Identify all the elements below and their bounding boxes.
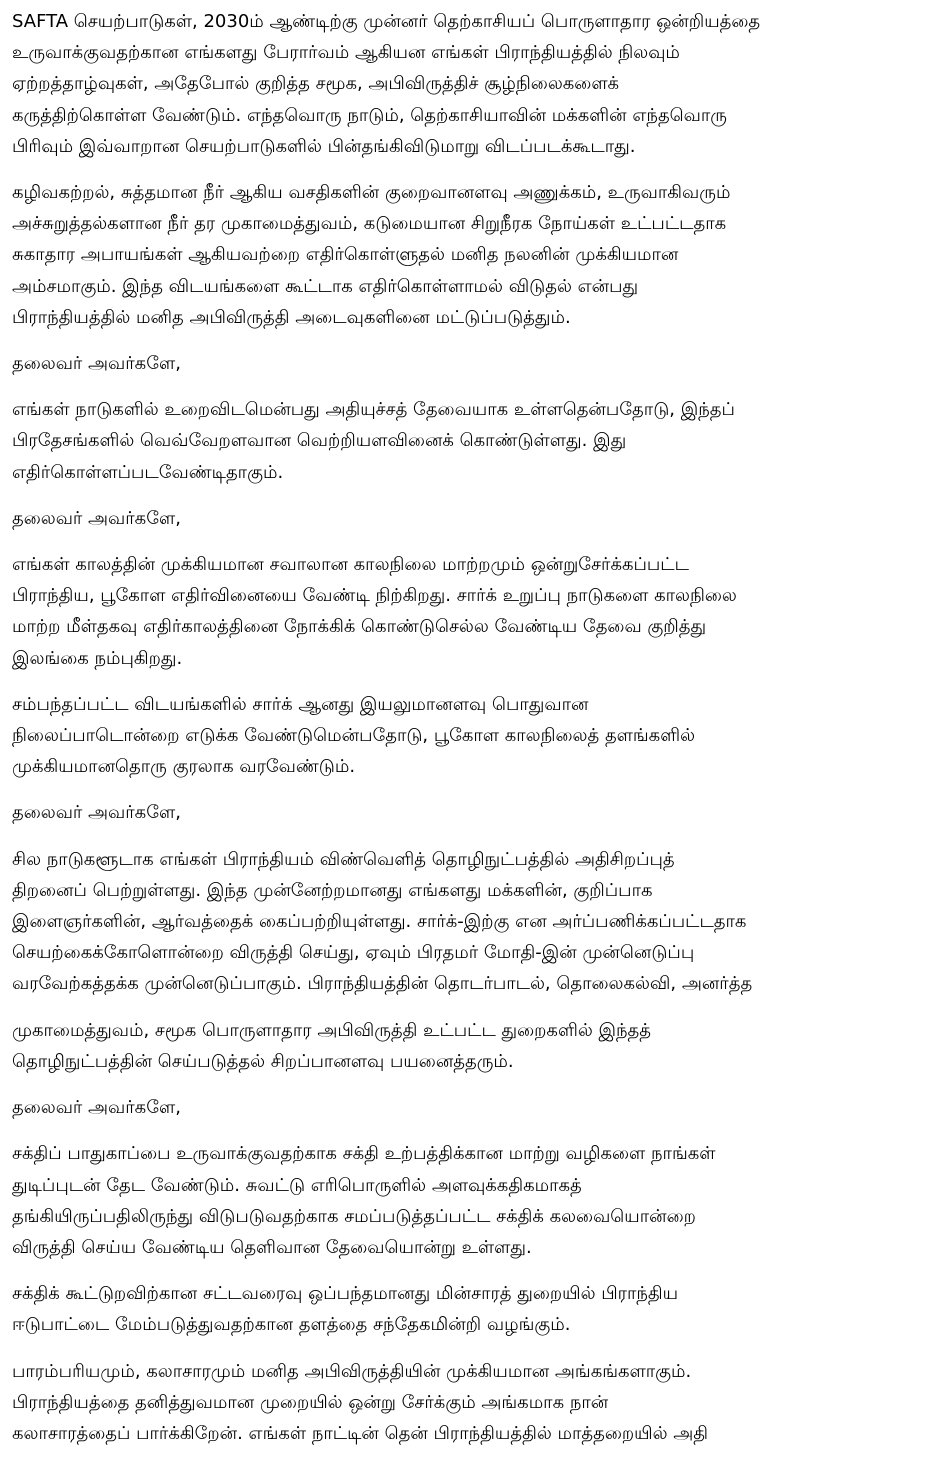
document-body — [12, 6, 943, 1449]
text-line: பாரம்பரியமும், கலாசாரமும் மனித அபிவிருத்தியின் முக்கியமான அங்கங்களாகும். — [12, 1360, 692, 1382]
paragraph — [12, 394, 943, 488]
text-line: பிராந்தியத்தை தனித்துவமான முறையில் ஒன்று சேர்க்கும் அங்கமாக நான் — [12, 1391, 609, 1413]
text-line: ஈடுபாட்டை மேம்படுத்துவதற்கான தளத்தை சந்தேகமின்றி வழங்கும். — [12, 1314, 571, 1336]
paragraph — [12, 6, 943, 162]
address-line — [12, 797, 943, 828]
text-line: எங்கள் நாடுகளில் உறைவிடமென்பது அதியுச்சத் தேவையாக உள்ளதென்பதோடு, இந்தப் — [12, 399, 735, 421]
paragraph — [12, 1015, 943, 1077]
text-line: ஏற்றத்தாழ்வுகள், அதேபோல் குறித்த சமூக, அபிவிருத்திச் சூழ்நிலைகளைக் — [12, 73, 620, 95]
text-line: சக்திப் பாதுகாப்பை உருவாக்குவதற்காக சக்தி உற்பத்திக்கான மாற்று வழிகளை நாங்கள் — [12, 1143, 716, 1165]
paragraph — [12, 1138, 943, 1263]
text-line: செயற்கைக்கோளொன்றை விருத்தி செய்து, ஏவும் பிரதமர் மோதி-இன் முன்னெடுப்பு — [12, 942, 695, 964]
text-line: எதிர்கொள்ளப்படவேண்டிதாகும். — [12, 461, 284, 483]
text-line: கழிவகற்றல், சுத்தமான நீர் ஆகிய வசதிகளின் குறைவானளவு அணுக்கம், உருவாகிவரும் — [12, 182, 731, 204]
text-line: கலாசாரத்தைப் பார்க்கிறேன். எங்கள் நாட்டின் தென் பிராந்தியத்தில் மாத்தறையில் அதி — [12, 1422, 709, 1444]
text-line: சில நாடுகளூடாக எங்கள் பிராந்தியம் விண்வெளித் தொழிநுட்பத்தில் அதிசிறப்புத் — [12, 848, 675, 870]
text-line: மாற்ற மீள்தகவு எதிர்காலத்தினை நோக்கிக் கொண்டுசெல்ல வேண்டிய தேவை குறித்து — [12, 616, 707, 638]
text-line: அச்சுறுத்தல்களான நீர் தர முகாமைத்துவம், கடுமையான சிறுநீரக நோய்கள் உட்பட்டதாக — [12, 213, 727, 235]
text-line: முகாமைத்துவம், சமூக பொருளாதார அபிவிருத்தி உட்பட்ட துறைகளில் இந்தத் — [12, 1019, 652, 1041]
text-line: பிரிவும் இவ்வாறான செயற்பாடுகளில் பின்தங்கிவிடுமாறு விடப்படக்கூடாது. — [12, 135, 636, 157]
text-line: இலங்கை நம்புகிறது. — [12, 647, 183, 669]
paragraph — [12, 1278, 943, 1340]
text-line: அம்சமாகும். இந்த விடயங்களை கூட்டாக எதிர்கொள்ளாமல் விடுதல் என்பது — [12, 275, 639, 297]
text-line: பிரதேசங்களில் வெவ்வேறளவான வெற்றியளவினைக் கொண்டுள்ளது. இது — [12, 430, 627, 452]
text-line: தங்கியிருப்பதிலிருந்து விடுபடுவதற்காக சமப்படுத்தப்பட்ட சக்திக் கலவையொன்றை — [12, 1205, 696, 1227]
text-line: தலைவர் அவர்களே, — [12, 507, 181, 529]
text-line: எங்கள் காலத்தின் முக்கியமான சவாலான காலநிலை மாற்றமும் ஒன்றுசேர்க்கப்பட்ட — [12, 554, 689, 576]
text-line: தலைவர் அவர்களே, — [12, 1097, 181, 1119]
text-line: முக்கியமானதொரு குரலாக வரவேண்டும். — [12, 756, 356, 778]
text-line: இளைஞர்களின், ஆர்வத்தைக் கைப்பற்றியுள்ளது. சார்க்-இற்கு என அர்ப்பணிக்கப்பட்டதாக — [12, 911, 747, 933]
text-line: SAFTA செயற்பாடுகள், 2030ம் ஆண்டிற்கு முன்னர் தெற்காசியப் பொருளாதார ஒன்றியத்தை — [12, 11, 761, 32]
paragraph — [12, 1356, 943, 1450]
text-line: தலைவர் அவர்களே, — [12, 802, 181, 824]
text-line: பிராந்தியத்தில் மனித அபிவிருத்தி அடைவுகளினை மட்டுப்படுத்தும். — [12, 306, 571, 328]
text-line: உருவாக்குவதற்கான எங்களது பேரார்வம் ஆகியன எங்கள் பிராந்தியத்தில் நிலவும் — [12, 42, 680, 64]
paragraph — [12, 689, 943, 783]
address-line — [12, 348, 943, 379]
text-line: தலைவர் அவர்களே, — [12, 353, 181, 375]
text-line: கருத்திற்கொள்ள வேண்டும். எந்தவொரு நாடும், தெற்காசியாவின் மக்களின் எந்தவொரு — [12, 104, 727, 126]
address-line — [12, 503, 943, 534]
text-line: சம்பந்தப்பட்ட விடயங்களில் சார்க் ஆனது இயலுமானளவு பொதுவான — [12, 693, 589, 715]
address-line — [12, 1092, 943, 1123]
text-line: தொழிநுட்பத்தின் செய்படுத்தல் சிறப்பானளவு பயனைத்தரும். — [12, 1050, 514, 1072]
paragraph — [12, 844, 943, 1000]
text-line: நிலைப்பாடொன்றை எடுக்க வேண்டுமென்பதோடு, பூகோள காலநிலைத் தளங்களில் — [12, 725, 696, 747]
text-line: சுகாதார அபாயங்கள் ஆகியவற்றை எதிர்கொள்ளுதல் மனித நலனின் முக்கியமான — [12, 244, 679, 266]
text-line: வரவேற்கத்தக்க முன்னெடுப்பாகும். பிராந்தியத்தின் தொடர்பாடல், தொலைகல்வி, அனர்த்த — [12, 973, 753, 995]
text-line: சக்திக் கூட்டுறவிற்கான சட்டவரைவு ஒப்பந்தமானது மின்சாரத் துறையில் பிராந்திய — [12, 1283, 679, 1305]
text-line: துடிப்புடன் தேட வேண்டும். சுவட்டு எரிபொருளில் அளவுக்கதிகமாகத் — [12, 1174, 582, 1196]
text-line: பிராந்திய, பூகோள எதிர்வினையை வேண்டி நிற்கிறது. சார்க் உறுப்பு நாடுகளை காலநிலை — [12, 585, 737, 607]
text-line: விருத்தி செய்ய வேண்டிய தெளிவான தேவையொன்று உள்ளது. — [12, 1236, 532, 1258]
paragraph — [12, 177, 943, 333]
text-line: திறனைப் பெற்றுள்ளது. இந்த முன்னேற்றமானது எங்களது மக்களின், குறிப்பாக — [12, 879, 653, 901]
paragraph — [12, 549, 943, 674]
